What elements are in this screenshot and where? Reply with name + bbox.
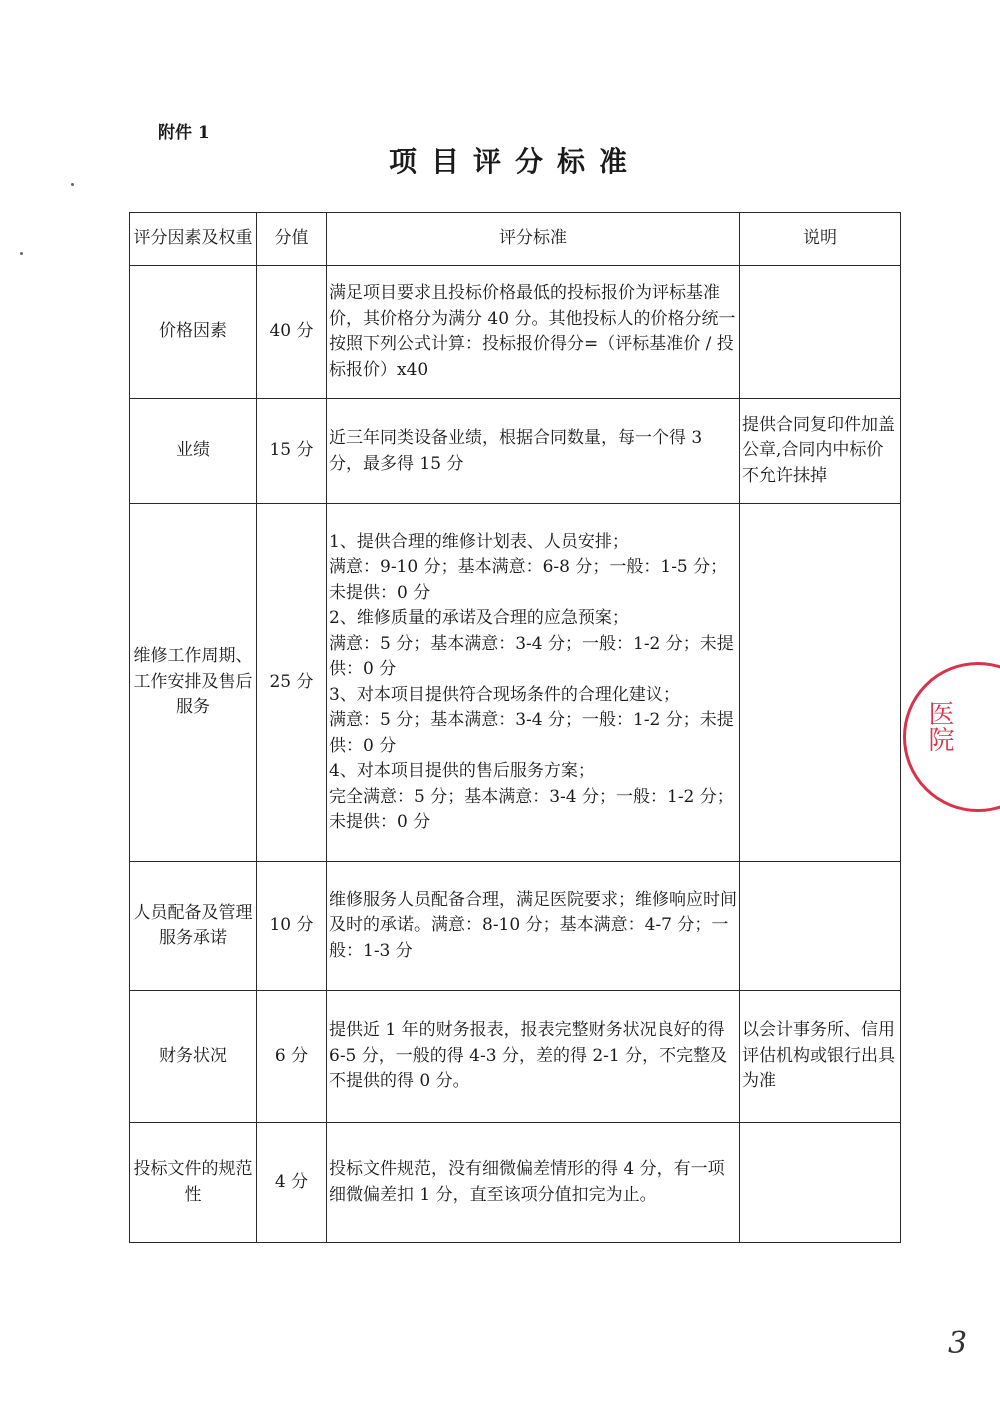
scoring-table: [129, 212, 901, 1243]
scan-speck: [71, 183, 74, 186]
table-row: [130, 991, 901, 1123]
attachment-label: 附件 1: [158, 123, 210, 143]
row-factor: 维修工作周期、工作安排及售后服务: [130, 504, 257, 862]
criteria-line: 满意：5 分；基本满意：3-4 分；一般：1-2 分；未提供：0 分: [329, 633, 734, 679]
criteria-line: 满意：5 分；基本满意：3-4 分；一般：1-2 分；未提供：0 分: [329, 710, 734, 756]
criteria-line: 4、对本项目提供的售后服务方案；: [329, 761, 595, 781]
row-factor: 价格因素: [130, 266, 257, 399]
criteria-line: 1、提供合理的维修计划表、人员安排；: [329, 531, 629, 552]
criteria-line: 近三年同类设备业绩，根据合同数量，每一个得 3 分，最多得 15 分: [329, 428, 703, 474]
criteria-line: 满意：9-10 分；基本满意：6-8 分；一般：1-5 分；未提供：0 分: [329, 557, 728, 603]
row-factor: 业绩: [130, 399, 257, 504]
row-note: [740, 1123, 901, 1243]
table-header-row: [130, 213, 901, 266]
row-score: 6 分: [257, 991, 327, 1123]
row-criteria: [327, 399, 740, 504]
row-factor: 财务状况: [130, 991, 257, 1123]
row-criteria: [327, 991, 740, 1123]
row-score: 10 分: [257, 862, 327, 991]
header-note: 说明: [740, 213, 901, 266]
criteria-line: 满足项目要求且投标价格最低的投标报价为评标基准价，其价格分为满分 40 分。其他投标人的价格分统一按照下列公式计算：投标报价得分=（评标基准价 / 投标报价）x40: [329, 283, 736, 380]
criteria-line: 维修服务人员配备合理，满足医院要求；维修响应时间及时的承诺。满意：8-10 分；基本满意：4-7 分；一般：1-3 分: [329, 889, 737, 961]
criteria-line: 2、维修质量的承诺及合理的应急预案；: [329, 608, 629, 628]
row-score: 4 分: [257, 1123, 327, 1243]
row-factor: 投标文件的规范性: [130, 1123, 257, 1243]
row-score: 25 分: [257, 504, 327, 862]
table-row: [130, 504, 901, 862]
table-row: [130, 266, 901, 399]
row-note: [740, 266, 901, 399]
page-number: 3: [948, 1326, 968, 1361]
header-factor: 评分因素及权重: [130, 213, 257, 266]
table-row: [130, 1123, 901, 1243]
criteria-line: 完全满意：5 分；基本满意：3-4 分；一般：1-2 分；未提供：0 分: [329, 786, 734, 832]
table-row: [130, 862, 901, 991]
row-criteria: [327, 504, 740, 862]
criteria-line: 投标文件规范，没有细微偏差情形的得 4 分，有一项细微偏差扣 1 分，直至该项分值扣完为止。: [329, 1159, 725, 1205]
row-criteria: [327, 862, 740, 991]
header-criteria: 评分标准: [327, 213, 740, 266]
row-note: 提供合同复印件加盖公章,合同内中标价不允许抹掉: [740, 399, 901, 504]
table-row: [130, 399, 901, 504]
row-criteria: [327, 266, 740, 399]
row-note: 以会计事务所、信用评估机构或银行出具为准: [740, 991, 901, 1123]
seal-text: 医院: [924, 700, 954, 752]
criteria-line: 3、对本项目提供符合现场条件的合理化建议；: [329, 684, 680, 705]
page-title: 项目评分标准: [388, 145, 641, 178]
row-score: 15 分: [257, 399, 327, 504]
row-note: [740, 862, 901, 991]
criteria-line: 提供近 1 年的财务报表，报表完整财务状况良好的得 6-5 分，一般的得 4-3 分，差的得 2-1 分，不完整及不提供的得 0 分。: [329, 1020, 728, 1092]
header-score: 分值: [257, 213, 327, 266]
row-note: [740, 504, 901, 862]
row-factor: 人员配备及管理服务承诺: [130, 862, 257, 991]
scan-speck: [20, 252, 23, 255]
row-criteria: [327, 1123, 740, 1243]
row-score: 40 分: [257, 266, 327, 399]
